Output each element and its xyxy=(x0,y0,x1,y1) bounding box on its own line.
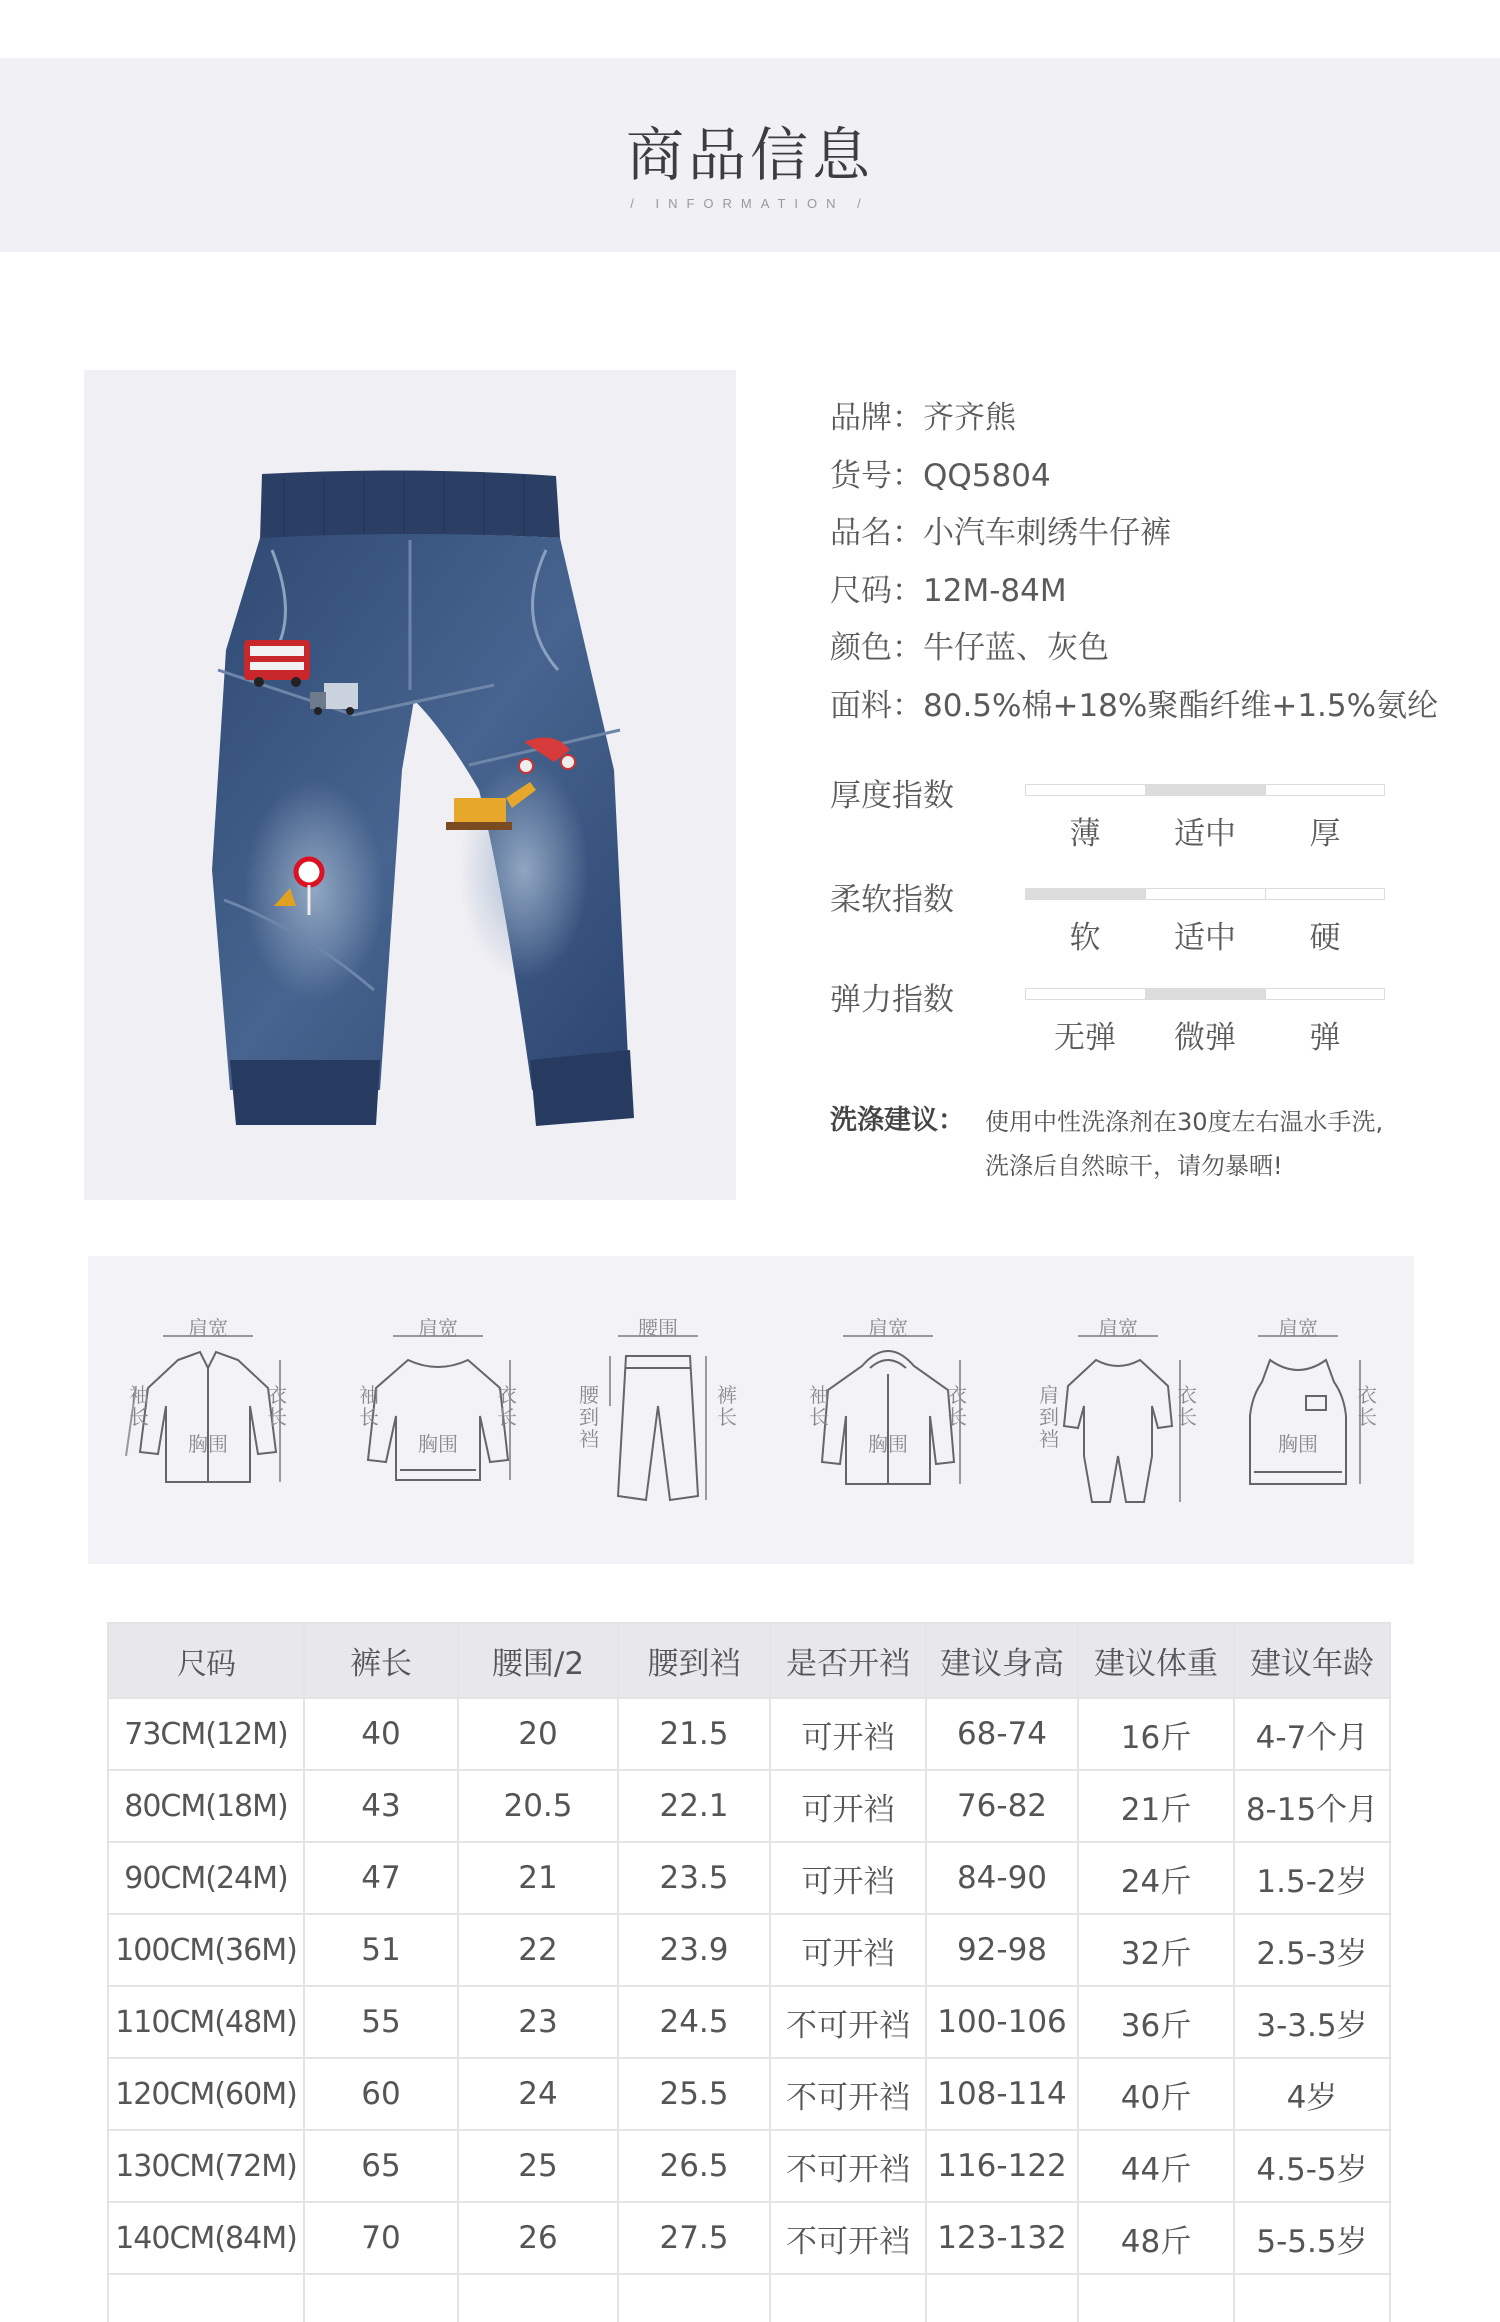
index-label: 弹力指数 xyxy=(830,982,954,1018)
table-cell: 26.5 xyxy=(618,2130,770,2202)
table-cell: 100CM(36M) xyxy=(108,1914,304,1986)
wash-text-line2: 洗涤后自然晾干，请勿暴晒! xyxy=(985,1152,1283,1180)
table-cell: 3-3.5岁 xyxy=(1234,1986,1390,2058)
table-cell: 68-74 xyxy=(926,1698,1078,1770)
table-cell: 4.5-5岁 xyxy=(1234,2130,1390,2202)
column-header: 建议体重 xyxy=(1078,1623,1234,1698)
table-cell: 20.5 xyxy=(458,1770,618,1842)
table-row xyxy=(108,1986,1390,2058)
info-brand: 品牌：齐齐熊 xyxy=(830,400,1016,436)
index-option: 适中 xyxy=(1174,920,1236,956)
table-cell: 26 xyxy=(458,2202,618,2274)
table-cell: 24.5 xyxy=(618,1986,770,2058)
table-header-row xyxy=(108,1623,1390,1698)
table-cell: 21斤 xyxy=(1078,1770,1234,1842)
table-row xyxy=(108,1914,1390,1986)
page-title: 商品信息 xyxy=(625,121,874,189)
table-cell: 25.5 xyxy=(618,2058,770,2130)
table-cell: 32斤 xyxy=(1078,1914,1234,1986)
table-cell: 27.5 xyxy=(618,2202,770,2274)
table-row xyxy=(108,1842,1390,1914)
table-row xyxy=(108,1698,1390,1770)
index-bar xyxy=(1025,988,1385,1000)
index-option: 微弹 xyxy=(1174,1020,1236,1056)
column-header: 腰围/2 xyxy=(458,1623,618,1698)
table-cell: 47 xyxy=(304,1842,458,1914)
column-header: 腰到裆 xyxy=(618,1623,770,1698)
table-cell: 108-114 xyxy=(926,2058,1078,2130)
table-cell: 55 xyxy=(304,1986,458,2058)
table-cell: 60 xyxy=(304,2058,458,2130)
table-cell: 25 xyxy=(458,2130,618,2202)
table-cell: 1.5-2岁 xyxy=(1234,1842,1390,1914)
hoodie-icon: 肩宽 胸围 袖长 衣长 xyxy=(788,1256,988,1564)
table-cell: 92-98 xyxy=(926,1914,1078,1986)
table-cell: 23.9 xyxy=(618,1914,770,1986)
table-cell: 5-5.5岁 xyxy=(1234,2202,1390,2274)
index-option: 无弹 xyxy=(1054,1020,1116,1056)
table-cell: 23.5 xyxy=(618,1842,770,1914)
table-cell: 16斤 xyxy=(1078,1698,1234,1770)
info-material: 面料：80.5%棉+18%聚酯纤维+1.5%氨纶 xyxy=(830,687,1439,724)
table-cell: 123-132 xyxy=(926,2202,1078,2274)
column-header: 建议身高 xyxy=(926,1623,1078,1698)
table-cell: 51 xyxy=(304,1914,458,1986)
column-header: 是否开裆 xyxy=(770,1623,926,1698)
table-cell: 可开裆 xyxy=(770,1770,926,1842)
table-cell: 36斤 xyxy=(1078,1986,1234,2058)
index-option: 弹 xyxy=(1309,1020,1341,1056)
size-table xyxy=(107,1622,1391,2322)
table-cell: 40 xyxy=(304,1698,458,1770)
measurement-guide xyxy=(88,1256,1414,1564)
product-image xyxy=(84,370,736,1200)
table-row xyxy=(108,2130,1390,2202)
table-cell: 21.5 xyxy=(618,1698,770,1770)
index-option: 薄 xyxy=(1069,816,1101,852)
wash-label: 洗涤建议： xyxy=(830,1105,965,1136)
column-header: 建议年龄 xyxy=(1234,1623,1390,1698)
table-cell: 130CM(72M) xyxy=(108,2130,304,2202)
table-cell: 可开裆 xyxy=(770,1842,926,1914)
table-cell: 21 xyxy=(458,1842,618,1914)
table-cell: 80CM(18M) xyxy=(108,1770,304,1842)
info-size: 尺码：12M-84M xyxy=(830,572,1067,609)
table-cell: 不可开裆 xyxy=(770,2202,926,2274)
table-cell: 24 xyxy=(458,2058,618,2130)
bus-embroidery xyxy=(244,640,310,687)
table-cell: 不可开裆 xyxy=(770,2130,926,2202)
wash-text-line1: 使用中性洗涤剂在30度左右温水手洗, xyxy=(985,1108,1384,1136)
table-cell: 可开裆 xyxy=(770,1914,926,1986)
table-cell: 48斤 xyxy=(1078,2202,1234,2274)
info-item-no: 货号：QQ5804 xyxy=(830,457,1051,494)
pants-icon: 腰围 腰到裆 裤长 xyxy=(558,1256,758,1564)
table-cell: 116-122 xyxy=(926,2130,1078,2202)
index-option: 软 xyxy=(1069,920,1101,956)
index-bar xyxy=(1025,888,1385,900)
sweater-icon: 肩宽 胸围 袖长 衣长 xyxy=(338,1256,538,1564)
index-option: 厚 xyxy=(1309,816,1341,852)
table-cell: 140CM(84M) xyxy=(108,2202,304,2274)
column-header: 尺码 xyxy=(108,1623,304,1698)
info-name: 品名：小汽车刺绣牛仔裤 xyxy=(830,515,1171,551)
table-cell: 44斤 xyxy=(1078,2130,1234,2202)
table-cell: 4岁 xyxy=(1234,2058,1390,2130)
table-cell: 24斤 xyxy=(1078,1842,1234,1914)
table-row xyxy=(108,2202,1390,2274)
table-cell: 22 xyxy=(458,1914,618,1986)
table-cell: 110CM(48M) xyxy=(108,1986,304,2058)
table-cell: 100-106 xyxy=(926,1986,1078,2058)
table-cell: 不可开裆 xyxy=(770,1986,926,2058)
table-cell: 76-82 xyxy=(926,1770,1078,1842)
table-cell: 65 xyxy=(304,2130,458,2202)
table-cell: 43 xyxy=(304,1770,458,1842)
index-option: 硬 xyxy=(1309,920,1341,956)
index-bar xyxy=(1025,784,1385,796)
column-header: 裤长 xyxy=(304,1623,458,1698)
table-cell: 23 xyxy=(458,1986,618,2058)
table-cell: 20 xyxy=(458,1698,618,1770)
index-label: 厚度指数 xyxy=(830,778,954,814)
table-row xyxy=(108,2058,1390,2130)
table-cell: 可开裆 xyxy=(770,1698,926,1770)
index-option: 适中 xyxy=(1174,816,1236,852)
table-cell: 120CM(60M) xyxy=(108,2058,304,2130)
table-cell: 4-7个月 xyxy=(1234,1698,1390,1770)
romper-icon: 肩宽 肩到裆 衣长 xyxy=(1018,1256,1218,1564)
table-cell: 70 xyxy=(304,2202,458,2274)
page-subtitle: / INFORMATION / xyxy=(630,196,870,211)
table-cell: 8-15个月 xyxy=(1234,1770,1390,1842)
table-cell: 90CM(24M) xyxy=(108,1842,304,1914)
table-cell: 40斤 xyxy=(1078,2058,1234,2130)
product-info-list xyxy=(830,392,1470,737)
index-label: 柔软指数 xyxy=(830,882,954,918)
table-cell: 22.1 xyxy=(618,1770,770,1842)
table-cell: 不可开裆 xyxy=(770,2058,926,2130)
table-row xyxy=(108,1770,1390,1842)
vest-icon: 肩宽 胸围 衣长 xyxy=(1198,1256,1398,1564)
shirt-icon: 肩宽 胸围 袖长 衣长 xyxy=(108,1256,308,1564)
jeans-illustration xyxy=(84,370,736,1200)
info-color: 颜色：牛仔蓝、灰色 xyxy=(830,630,1109,666)
table-cell: 84-90 xyxy=(926,1842,1078,1914)
table-cell: 73CM(12M) xyxy=(108,1698,304,1770)
table-row-empty xyxy=(108,2274,1390,2322)
table-cell: 2.5-3岁 xyxy=(1234,1914,1390,1986)
